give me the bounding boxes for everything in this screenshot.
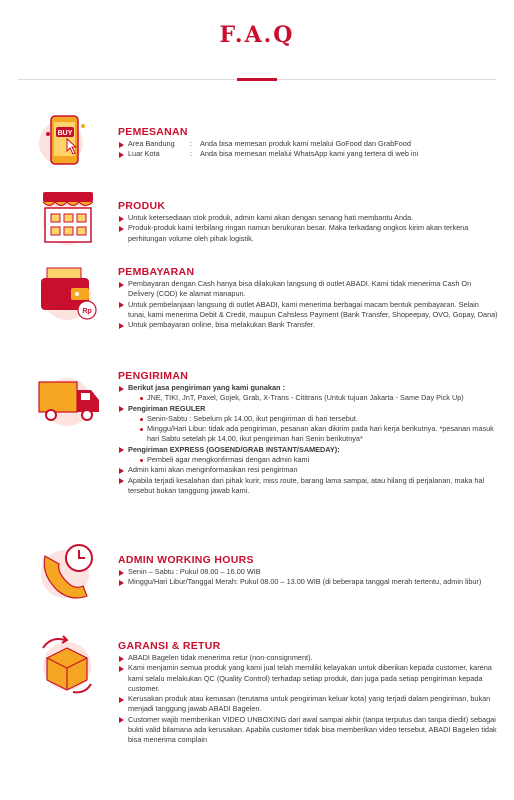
row-value: Anda bisa memesan produk kami melalui GoFood dan GrabFood: [200, 139, 411, 148]
list-item: Produk-produk kami terbilang ringan namun berukuran besar. Maka terkadang ongkos kirim akan terkena perhitungan volume oleh pihak logistik.: [118, 223, 498, 244]
list-item: Kami menjamin semua produk yang kami jual telah memiliki kelayakan untuk diberikan kepada customer, karena kami selalu melakukan QC (Quality Control) terhadap setiap produk, dan juga pada setiap pengiriman kepada customer.: [118, 663, 498, 694]
truck-icon: [37, 372, 103, 432]
list-item: ABADI Bagelen tidak menerima retur (non-consignment).: [118, 653, 498, 663]
section-heading: ADMIN WORKING HOURS: [118, 554, 254, 566]
list-item: Luar Kota : Anda bisa memesan melalui WhatsApp kami yang tertera di web ini: [118, 149, 498, 159]
sub-item: Senin-Sabtu : Sebelum pk 14.00, ikut pengiriman di hari tersebut.: [138, 414, 498, 424]
row-key: Area Bandung: [128, 139, 175, 148]
title-divider-accent: [237, 78, 277, 81]
list-item: [118, 445, 498, 466]
section-heading: PENGIRIMAN: [118, 370, 189, 382]
group-title: Berikut jasa pengiriman yang kami gunakan :: [128, 383, 285, 392]
list-item: Apabila terjadi kesalahan dari pihak kurir, miss route, barang lama sampai, atau hilang di perjalanan, maka hal tersebut bukan tanggung jawab kami.: [118, 476, 498, 497]
list-item: Minggu/Hari Libur/Tanggal Merah: Pukul 08.00 – 13.00 WIB (di beberapa tanggal merah tertentu, admin libur): [118, 577, 498, 587]
svg-text:BUY: BUY: [57, 130, 73, 137]
bullet-icon: [118, 149, 128, 159]
list-item: Pembayaran dengan Cash hanya bisa dilakukan langsung di outlet ABADI. Kami tidak menerima Cash On Delivery (COD) ke alamat manapun.: [118, 279, 498, 300]
list-item: [118, 404, 498, 445]
sub-item: Minggu/Hari Libur: tidak ada pengiriman, pesanan akan dikirim pada hari kerja berikutnya. *pesanan masuk hari Sabtu setelah pk 14.00, ikut pengiriman hari Senin berikutnya*: [138, 424, 498, 445]
section-heading: GARANSI & RETUR: [118, 640, 221, 652]
group-title: Pengiriman EXPRESS (GOSEND/GRAB INSTANT/SAMEDAY):: [128, 444, 340, 454]
shop-box-icon: [37, 188, 99, 248]
list-item: Senin – Sabtu : Pukul 08.00 – 16.00 WIB: [118, 567, 498, 577]
sub-item: JNE, TIKI, JnT, Paxel, Gojek, Grab, X-Trans - Cititrans (Untuk tujuan Jakarta - Same Day Pick Up): [138, 393, 498, 403]
page-title: F.A.Q: [219, 22, 295, 48]
list-item: Customer wajib memberikan VIDEO UNBOXING dari awal sampai akhir (tanpa terputus dan tanpa diedit) sebagai bukti valid bilamana ada kerusakan. Apabila customer tidak bisa memberikan video tersebut, ABADI Bagelen tidak bisa menerima complain: [118, 715, 498, 746]
row-key: Luar Kota: [128, 149, 160, 159]
group-title: Pengiriman REGULER: [128, 403, 206, 413]
section-heading: PEMBAYARAN: [118, 266, 195, 278]
phone-buy-icon: [37, 112, 99, 170]
list-item: [118, 383, 498, 404]
sub-item: Pembeli agar mengkonfirmasi dengan admin kami: [138, 455, 498, 465]
list-item: Kerusakan produk atau kemasan (terutama untuk pengiriman keluar kota) yang terjadi dalam pengiriman, bukan menjadi tanggung jawab ABADI Bagelen.: [118, 694, 498, 715]
bullet-icon: [118, 139, 128, 149]
phone-clock-icon: [37, 540, 101, 602]
section-heading: PRODUK: [118, 200, 166, 212]
list-item: Area Bandung : Anda bisa memesan produk kami melalui GoFood dan GrabFood: [118, 139, 498, 149]
list-item: Untuk pembelanjaan langsung di outlet ABADI, kami menerima berbagai macam bentuk pembayaran. Selain tunai, kami menerima Debit & Credit, maupun Cahsless Payment (Bank Transfer, Shopeepay, OVO, Gopay, Dana): [118, 300, 498, 321]
wallet-icon: [37, 262, 101, 324]
list-item: Untuk ketersediaan stok produk, admin kami akan dengan senang hati membantu Anda.: [118, 213, 498, 223]
row-value: Anda bisa memesan melalui WhatsApp kami yang tertera di web ini: [200, 149, 419, 159]
list-item: Untuk pembayaran online, bisa melakukan Bank Transfer.: [118, 320, 498, 330]
section-heading: PEMESANAN: [118, 126, 188, 138]
svg-text:Rp: Rp: [82, 308, 92, 315]
return-box-icon: [37, 632, 101, 696]
list-item: Admin kami akan menginformasikan resi pengiriman: [118, 465, 498, 475]
